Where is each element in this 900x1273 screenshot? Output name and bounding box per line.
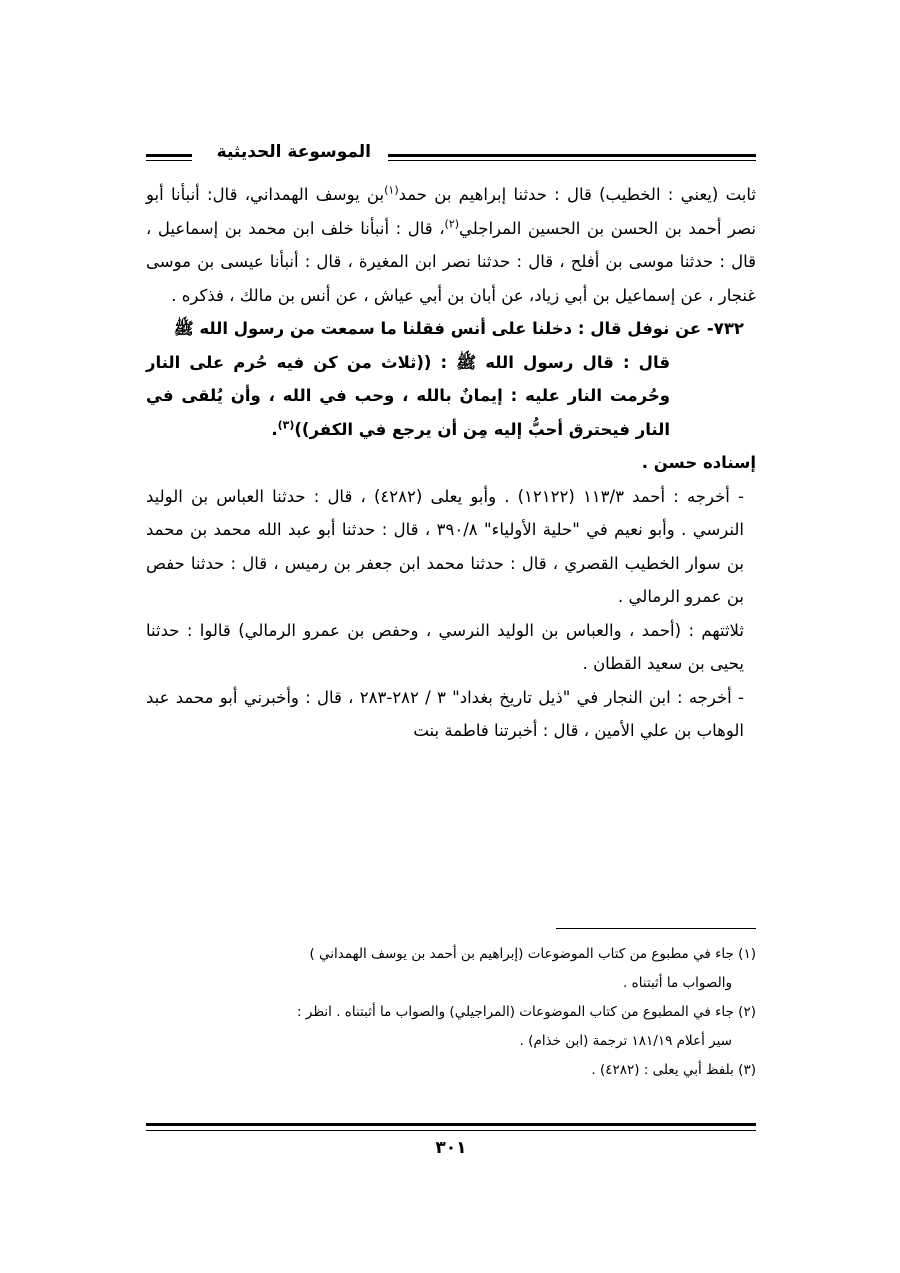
chain-text-1: ثابت (يعني : الخطيب) قال : حدثنا إبراهيم بن حمد	[398, 185, 756, 204]
footnote-ref-1[interactable]: (١)	[384, 183, 399, 197]
chain-text-2: بن يوسف الهمداني،	[244, 185, 385, 204]
footnote-mark-2: (٢)	[738, 1004, 756, 1020]
footnote-text-2: جاء في المطبوع من كتاب الموضوعات (المراجيلي) والصواب ما أثبتناه . انظر :	[297, 1004, 734, 1020]
chain-text-3: قال: أنبأنا أبو نصر أحمد بن الحسن بن الحسين المراجلي	[146, 185, 756, 238]
footnote-mark-1: (١)	[738, 946, 756, 962]
hadith-matn: قال : قال رسول الله ﷺ : ((ثلاث من كن فيه حُرم على النار وحُرمت النار عليه : إيمانٌ بالله ، وحب في الله ، وأن يُلقى في النار فيحترق أحبُّ إليه مِن أن يرجع في الكفر))	[146, 352, 670, 439]
footnote-1	[146, 940, 756, 969]
isnad-grade: إسناده حسن .	[641, 453, 756, 472]
footnote-text-3: بلفظ أبي يعلى : (٤٢٨٢) .	[591, 1062, 734, 1078]
chain-text-4: ، قال : أنبأنا خلف ابن محمد بن إسماعيل ، قال : حدثنا موسى بن أفلح ، قال : حدثنا نصر ابن المغيرة ، قال : أنبأنا عيسى بن موسى غنجار ، عن إسماعيل بن أبي زياد، عن أبان بن أبي عياش ، عن أنس بن مالك ، فذكره .	[146, 218, 756, 305]
footnote-separator	[556, 928, 756, 929]
footnote-3	[146, 1056, 756, 1085]
running-header	[146, 138, 756, 178]
running-title: الموسوعة الحديثية	[216, 142, 371, 162]
hadith-intro: ٧٣٢- عن نوفل قال : دخلنا على أنس فقلنا ما سمعت من رسول الله ﷺ	[173, 319, 744, 338]
footnote-ref-2[interactable]: (٢)	[444, 217, 460, 230]
header-rule-right	[388, 154, 756, 161]
chain-paragraph	[146, 178, 756, 312]
takhrij-paragraph-2: ثلاثتهم : (أحمد ، والعباس بن الوليد النرسي ، وحفص بن عمرو الرمالي) قالوا : حدثنا يحيى بن سعيد القطان .	[146, 620, 744, 673]
hadith-end: .	[271, 419, 278, 439]
footnote-text-1: جاء في مطبوع من كتاب الموضوعات (إبراهيم بن أحمد بن يوسف الهمداني )	[309, 946, 734, 962]
footnote-ref-3[interactable]: (٣)	[277, 418, 295, 431]
takhrij-paragraph-1: - أخرجه : أحمد ١١٣/٣ (١٢١٢٢) . وأبو يعلى (٤٢٨٢) ، قال : حدثنا العباس بن الوليد النرسي . وأبو نعيم في "حلية الأولياء" ٣٩٠/٨ ، قال : حدثنا أبو عبد الله محمد بن محمد بن سوار الخطيب القصري ، قال : حدثنا محمد ابن جعفر بن رميس ، قال : حدثنا حفص بن عمرو الرمالي .	[146, 486, 744, 606]
footnote-2-cont: سير أعلام ١٨١/١٩ ترجمة (ابن خذام) .	[519, 1033, 732, 1049]
hadith-text	[146, 346, 756, 447]
footer-rule	[146, 1123, 756, 1131]
main-text	[146, 178, 756, 748]
page-number: ٣٠١	[435, 1138, 467, 1158]
footnotes	[146, 940, 756, 1085]
header-rule-left	[146, 154, 192, 161]
footnote-2	[146, 998, 756, 1027]
book-page	[146, 138, 756, 1198]
footnote-1-cont: والصواب ما أثبتناه .	[623, 975, 732, 991]
takhrij-paragraph-3: - أخرجه : ابن النجار في "ذيل تاريخ بغداد" ٣ / ٢٨٢-٢٨٣ ، قال : وأخبرني أبو محمد عبد الوهاب بن علي الأمين ، قال : أخبرتنا فاطمة بنت	[146, 687, 744, 740]
footnote-mark-3: (٣)	[738, 1062, 756, 1078]
